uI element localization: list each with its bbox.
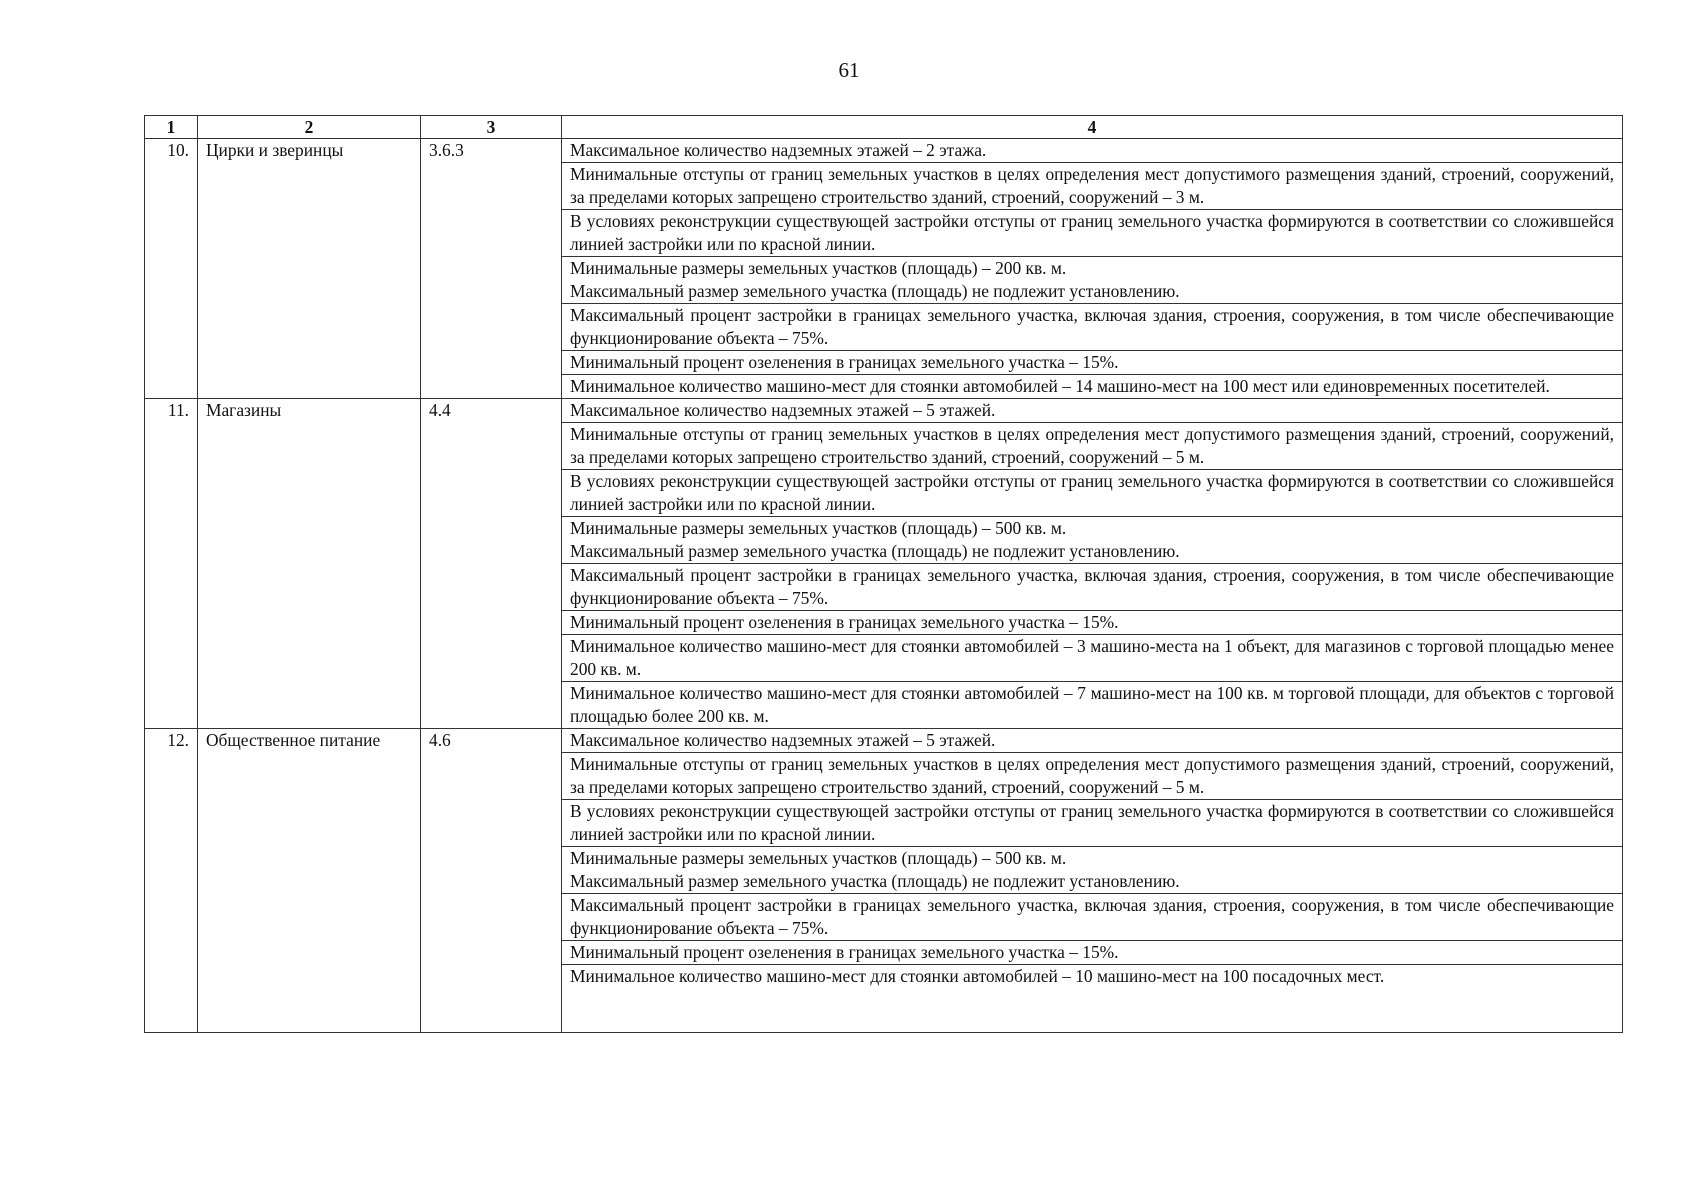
requirement-cell: В условиях реконструкции существующей застройки отступы от границ земельного участка формируются в соответствии со сложившейся линией застройки или по красной линии. — [562, 210, 1623, 257]
requirement-cell: Минимальные отступы от границ земельных участков в целях определения мест допустимого размещения зданий, строений, сооружений, за пределами которых запрещено строительство зданий, строений, сооружений – 5 м. — [562, 423, 1623, 470]
table-row — [145, 729, 1623, 753]
table-body — [145, 139, 1623, 1033]
use-type-code: 3.6.3 — [421, 139, 562, 399]
column-header-2: 2 — [198, 116, 421, 139]
requirement-cell: Минимальное количество машино-мест для стоянки автомобилей – 10 машино-мест на 100 посадочных мест. — [562, 965, 1623, 1033]
requirement-cell: Минимальные отступы от границ земельных участков в целях определения мест допустимого размещения зданий, строений, сооружений, за пределами которых запрещено строительство зданий, строений, сооружений – 3 м. — [562, 163, 1623, 210]
column-header-3: 3 — [421, 116, 562, 139]
requirement-cell: Максимальное количество надземных этажей – 5 этажей. — [562, 729, 1623, 753]
requirement-cell: Максимальное количество надземных этажей – 2 этажа. — [562, 139, 1623, 163]
requirement-cell: Максимальный процент застройки в границах земельного участка, включая здания, строения, сооружения, в том числе обеспечивающие функционирование объекта – 75%. — [562, 304, 1623, 351]
requirement-cell: Максимальное количество надземных этажей – 5 этажей. — [562, 399, 1623, 423]
requirement-cell: Минимальные размеры земельных участков (площадь) – 500 кв. м. Максимальный размер земельного участка (площадь) не подлежит установлению. — [562, 517, 1623, 564]
requirement-cell: Минимальное количество машино-мест для стоянки автомобилей – 14 машино-мест на 100 мест или единовременных посетителей. — [562, 375, 1623, 399]
use-type-name: Общественное питание — [198, 729, 421, 1033]
requirement-cell: Максимальный процент застройки в границах земельного участка, включая здания, строения, сооружения, в том числе обеспечивающие функционирование объекта – 75%. — [562, 564, 1623, 611]
requirement-cell: Минимальные размеры земельных участков (площадь) – 200 кв. м. Максимальный размер земельного участка (площадь) не подлежит установлению. — [562, 257, 1623, 304]
page-number: 61 — [838, 58, 860, 82]
requirement-cell: В условиях реконструкции существующей застройки отступы от границ земельного участка формируются в соответствии со сложившейся линией застройки или по красной линии. — [562, 470, 1623, 517]
column-header-4: 4 — [562, 116, 1623, 139]
requirement-cell: Минимальное количество машино-мест для стоянки автомобилей – 7 машино-мест на 100 кв. м торговой площади, для объектов с торговой площадью более 200 кв. м. — [562, 682, 1623, 729]
table-row — [145, 139, 1623, 163]
requirement-cell: Максимальный процент застройки в границах земельного участка, включая здания, строения, сооружения, в том числе обеспечивающие функционирование объекта – 75%. — [562, 894, 1623, 941]
use-type-code: 4.6 — [421, 729, 562, 1033]
requirement-cell: В условиях реконструкции существующей застройки отступы от границ земельного участка формируются в соответствии со сложившейся линией застройки или по красной линии. — [562, 800, 1623, 847]
requirement-cell: Минимальный процент озеленения в границах земельного участка – 15%. — [562, 941, 1623, 965]
column-header-1: 1 — [145, 116, 198, 139]
requirement-cell: Минимальные отступы от границ земельных участков в целях определения мест допустимого размещения зданий, строений, сооружений, за пределами которых запрещено строительство зданий, строений, сооружений – 5 м. — [562, 753, 1623, 800]
row-number: 12. — [145, 729, 198, 1033]
table-row — [145, 399, 1623, 423]
requirement-cell: Минимальный процент озеленения в границах земельного участка – 15%. — [562, 611, 1623, 635]
row-number: 11. — [145, 399, 198, 729]
requirement-cell: Минимальный процент озеленения в границах земельного участка – 15%. — [562, 351, 1623, 375]
use-type-code: 4.4 — [421, 399, 562, 729]
zoning-requirements-table — [144, 115, 1623, 1033]
row-number: 10. — [145, 139, 198, 399]
requirement-cell: Минимальное количество машино-мест для стоянки автомобилей – 3 машино-места на 1 объект, для магазинов с торговой площадью менее 200 кв. м. — [562, 635, 1623, 682]
use-type-name: Цирки и зверинцы — [198, 139, 421, 399]
use-type-name: Магазины — [198, 399, 421, 729]
requirement-cell: Минимальные размеры земельных участков (площадь) – 500 кв. м. Максимальный размер земельного участка (площадь) не подлежит установлению. — [562, 847, 1623, 894]
table-header-row — [145, 116, 1623, 139]
